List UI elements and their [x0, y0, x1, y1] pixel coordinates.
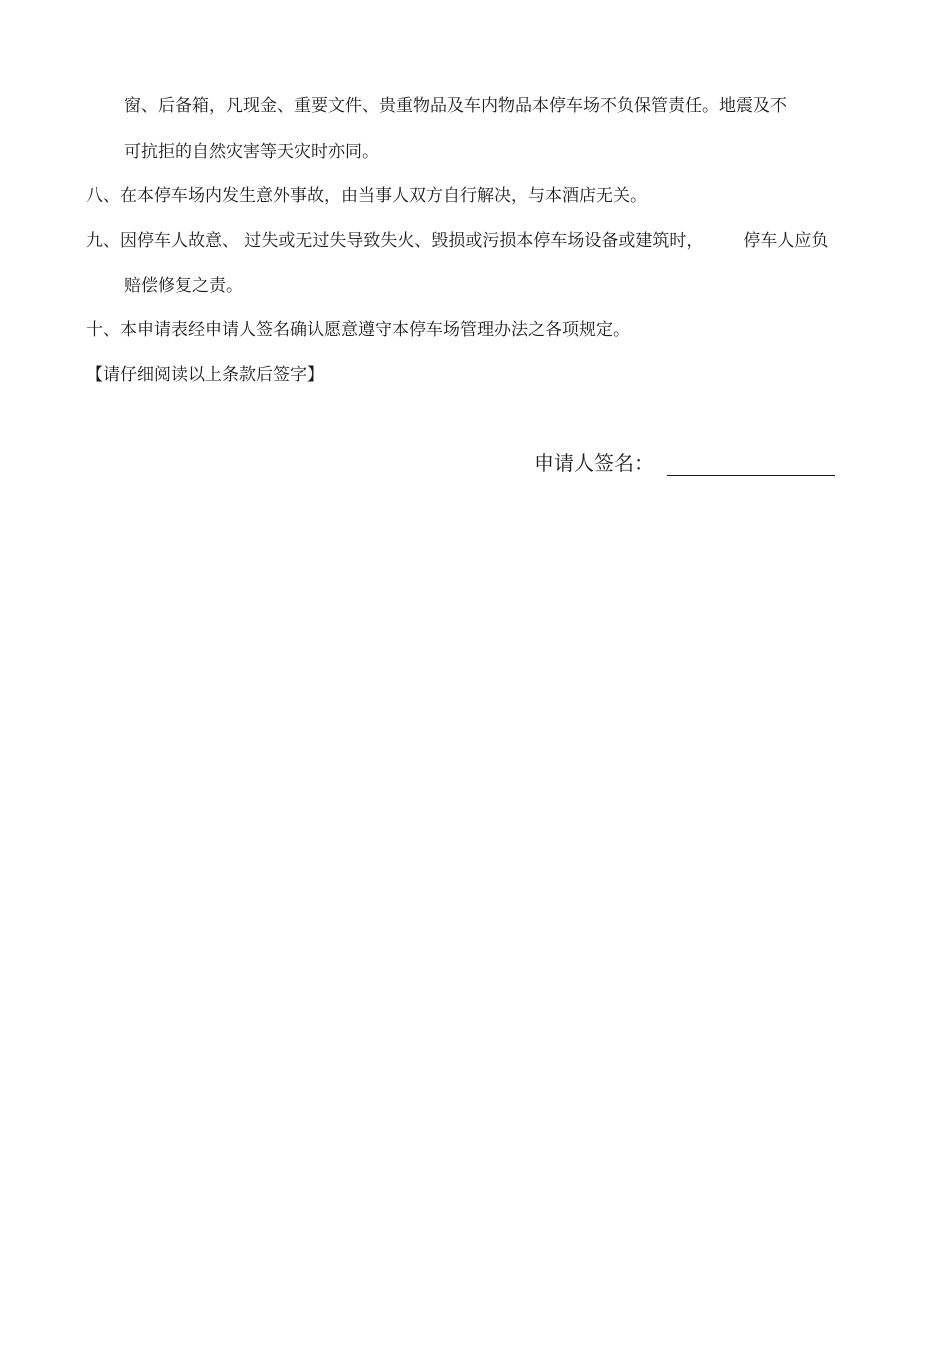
reading-notice: 【请仔细阅读以上条款后签字】 — [86, 365, 324, 385]
signature-line[interactable] — [667, 475, 835, 476]
clause-9-line-1 — [86, 230, 828, 252]
clause-8: 八、在本停车场内发生意外事故，由当事人双方自行解决，与本酒店无关。 — [86, 186, 647, 206]
clause-10: 十、本申请表经申请人签名确认愿意遵守本停车场管理办法之各项规定。 — [86, 320, 630, 340]
signature-label: 申请人签名： — [534, 451, 654, 475]
clause-9-part-1: 九、因停车人故意、 过失或无过失导致失火、毁损或污损本停车场设备或建筑时， — [86, 231, 704, 251]
clause-7-continued-line-1: 窗、后备箱，凡现金、重要文件、贵重物品及车内物品本停车场不负保管责任。地震及不 — [124, 96, 787, 116]
clause-9-line-2: 赔偿修复之责。 — [124, 276, 243, 296]
clause-9-part-2: 停车人应负 — [743, 231, 829, 251]
clause-7-continued-line-2: 可抗拒的自然灾害等天灾时亦同。 — [124, 142, 379, 162]
